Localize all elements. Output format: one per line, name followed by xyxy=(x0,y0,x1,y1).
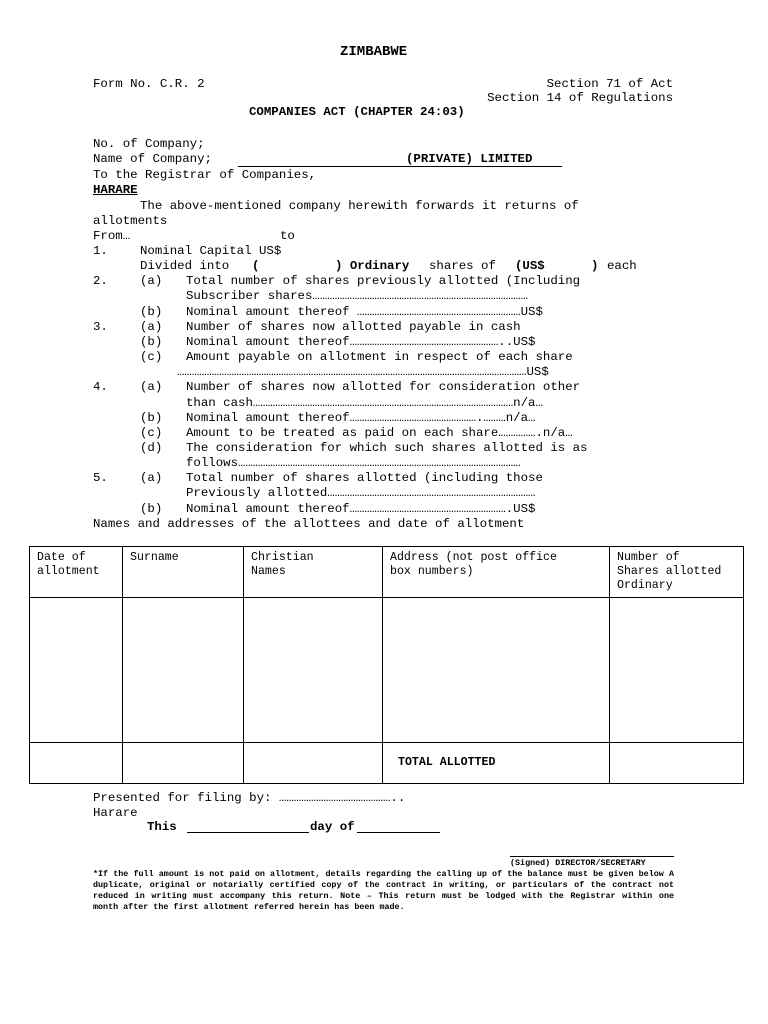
item-number: 4. xyxy=(93,380,108,394)
item-text: Amount to be treated as paid on each share…………….n/a… xyxy=(186,426,573,440)
item-text: Number of shares now allotted payable in cash xyxy=(186,320,521,334)
item-text: ……………………………………………………………………………………………………………………………US$ xyxy=(177,365,549,379)
signature-line xyxy=(510,856,674,857)
item-text: Total number of shares allotted (including those xyxy=(186,471,543,485)
intro-line-2: allotments xyxy=(93,214,168,228)
item-subletter: (a) xyxy=(140,471,163,485)
item-subletter: (a) xyxy=(140,274,163,288)
item-subletter: (b) xyxy=(140,335,163,349)
allotment-table xyxy=(29,546,744,784)
divided-usd: (US$ xyxy=(515,259,545,273)
item-subletter: (d) xyxy=(140,441,163,455)
item-subletter: (b) xyxy=(140,305,163,319)
item-text: Total number of shares previously allotted (Including xyxy=(186,274,581,288)
city-heading: HARARE xyxy=(93,183,138,197)
day-of-label: day of xyxy=(310,820,355,834)
item-text: Nominal amount thereof …………………………………………………………US$ xyxy=(186,305,543,319)
item-number: 2. xyxy=(93,274,108,288)
divided-close-paren: ) xyxy=(591,259,599,273)
item-text: Nominal amount thereof…………………………………………….………n/a… xyxy=(186,411,536,425)
table-cell[interactable] xyxy=(383,598,610,743)
item-text: Subscriber shares…………………………………………………………………………… xyxy=(186,289,529,303)
divided-shares-of: shares of xyxy=(429,259,496,273)
divided-each: each xyxy=(607,259,637,273)
item-subletter: (a) xyxy=(140,380,163,394)
table-cell[interactable] xyxy=(30,598,123,743)
table-cell xyxy=(123,743,244,784)
item-text: Nominal Capital US$ xyxy=(140,244,282,258)
table-row xyxy=(30,598,744,743)
signature-caption: (Signed) DIRECTOR/SECRETARY xyxy=(510,858,646,868)
item-text: Amount payable on allotment in respect of each share xyxy=(186,350,573,364)
company-name-line xyxy=(238,166,562,167)
act-title: COMPANIES ACT (CHAPTER 24:03) xyxy=(249,105,465,119)
divided-ordinary: ) Ordinary xyxy=(335,259,410,273)
item-text: Nominal amount thereof……………………………………………………..US$ xyxy=(186,335,536,349)
this-label: This xyxy=(147,820,177,834)
company-number-label: No. of Company; xyxy=(93,137,205,151)
from-label: From… xyxy=(93,229,131,243)
table-cell xyxy=(244,743,383,784)
item-number: 5. xyxy=(93,471,108,485)
item-text: than cash……………………………………………………………………………………………n/a… xyxy=(186,396,543,410)
to-label: to xyxy=(280,229,295,243)
item-text: Number of shares now allotted for consideration other xyxy=(186,380,581,394)
section-regulations: Section 14 of Regulations xyxy=(487,91,673,105)
col-surname: Surname xyxy=(123,547,244,598)
total-allotted-label: TOTAL ALLOTTED xyxy=(383,743,610,784)
divided-open-paren: ( xyxy=(252,259,260,273)
col-address: Address (not post office box numbers) xyxy=(383,547,610,598)
item-subletter: (b) xyxy=(140,411,163,425)
section-act: Section 71 of Act xyxy=(546,77,673,91)
item-number: 3. xyxy=(93,320,108,334)
form-number: Form No. C.R. 2 xyxy=(93,77,205,91)
table-cell[interactable] xyxy=(610,598,744,743)
item-subletter: (c) xyxy=(140,426,163,440)
table-cell[interactable] xyxy=(123,598,244,743)
col-shares: Number of Shares allotted Ordinary xyxy=(610,547,744,598)
total-allotted-value xyxy=(610,743,744,784)
company-suffix: (PRIVATE) LIMITED xyxy=(406,152,533,166)
footnote: *If the full amount is not paid on allotment, details regarding the calling up of the balance must be given below A duplicate, original or notarially certified copy of the contract in writing, or particulars of the contract not reduced in writing must accompany this return. Note – This return must be lodged with the Registrar within one month after the first allotment referred herein has been made. xyxy=(93,869,674,912)
table-cell[interactable] xyxy=(244,598,383,743)
item-text: The consideration for which such shares allotted is as xyxy=(186,441,588,455)
item-text: Divided into xyxy=(140,259,230,273)
names-heading: Names and addresses of the allottees and date of allotment xyxy=(93,517,525,531)
table-total-row xyxy=(30,743,744,784)
table-cell xyxy=(30,743,123,784)
item-text: Nominal amount thereof……………………………………………………….US$ xyxy=(186,502,536,516)
col-date: Date of allotment xyxy=(30,547,123,598)
table-header-row xyxy=(30,547,744,598)
presented-city: Harare xyxy=(93,806,138,820)
company-name-label: Name of Company; xyxy=(93,152,212,166)
item-number: 1. xyxy=(93,244,108,258)
item-subletter: (c) xyxy=(140,350,163,364)
item-subletter: (a) xyxy=(140,320,163,334)
col-christian-names: Christian Names xyxy=(244,547,383,598)
item-text: Previously allotted………………………………………………………………………… xyxy=(186,486,536,500)
item-text: follows…………………………………………………………………………………………………… xyxy=(186,456,521,470)
month-blank-line xyxy=(357,832,440,833)
item-subletter: (b) xyxy=(140,502,163,516)
presented-label: Presented for filing by: ……………………………………….. xyxy=(93,791,406,805)
registrar-line: To the Registrar of Companies, xyxy=(93,168,317,182)
country-title: ZIMBABWE xyxy=(340,44,408,60)
intro-line-1: The above-mentioned company herewith forwards it returns of xyxy=(140,199,579,213)
date-blank-line xyxy=(187,832,309,833)
